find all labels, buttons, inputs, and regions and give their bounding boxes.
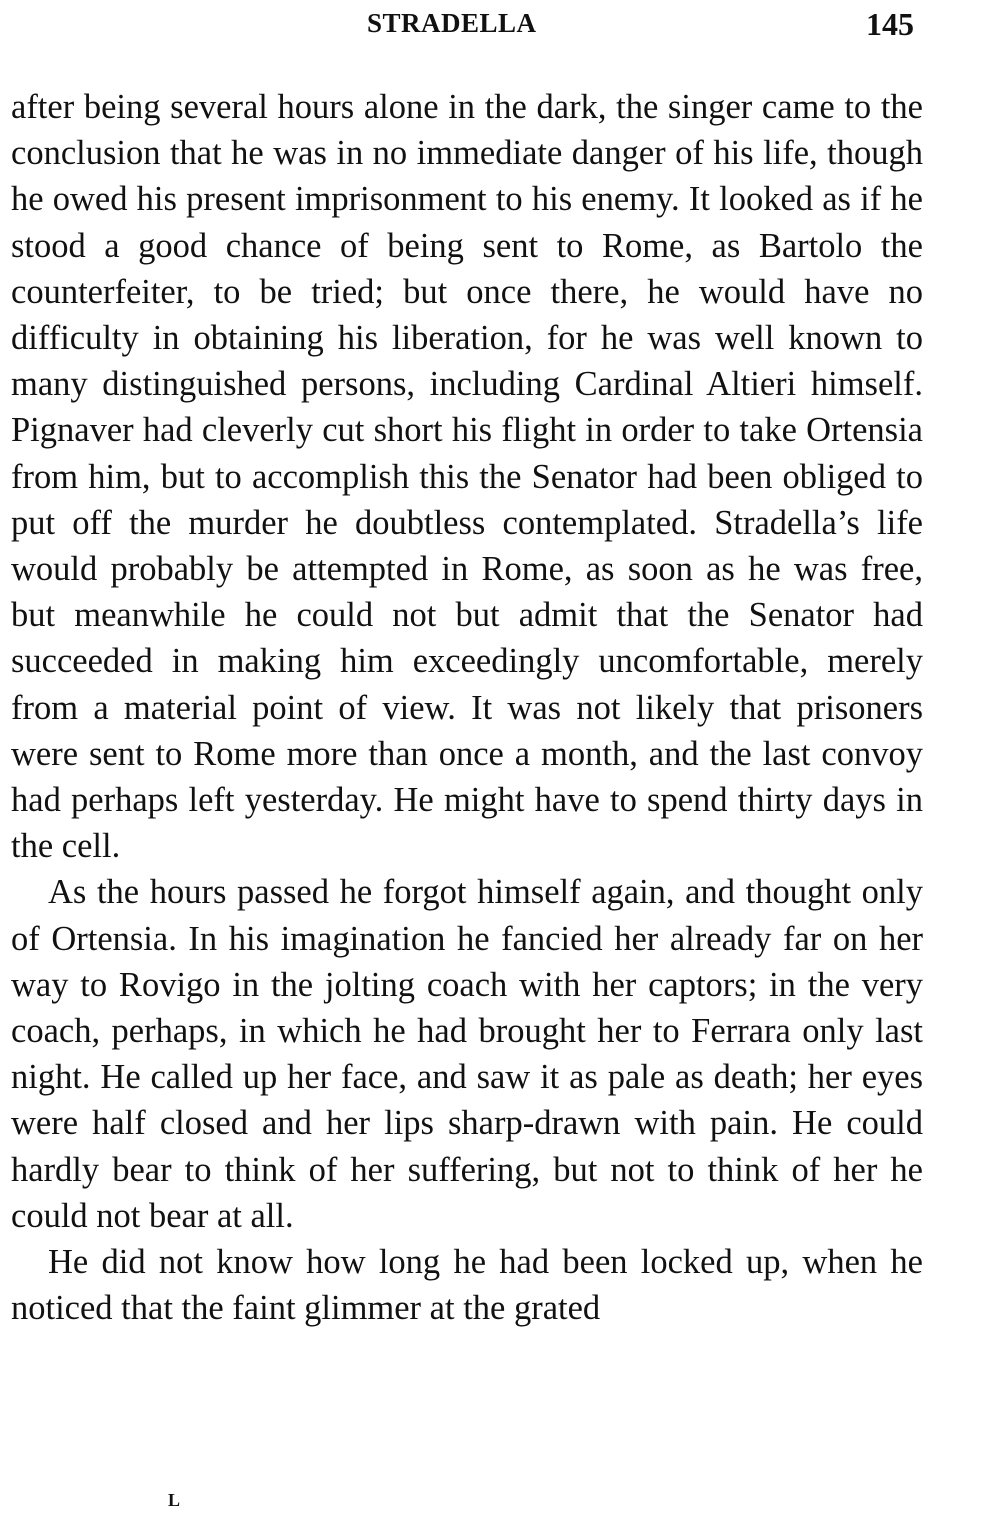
paragraph: He did not know how long he had been locked up, when he noticed that the faint glimmer at the grated <box>11 1243 923 1328</box>
paragraph-continued: after being several hours alone in the dark, the singer came to the conclusion that he was in no immediate danger of his life, though he owed his present imprisonment to his enemy. It looked as if he stood a good chance of being sent to Rome, as Bartolo the counterfeiter, to be tried; but once there, he would have no difficulty in obtaining his liberation, for he was well known to many distinguished persons, including Cardinal Altieri himself. Pignaver had cleverly cut short his flight in order to take Ortensia from him, but to accomplish this the Senator had been obliged to put off the murder he doubtless contemplated. Stradella’s life would probably be attempted in Rome, as soon as he was free, but meanwhile he could not but admit that the Senator had succeeded in making him exceedingly uncomfortable, merely from a material point of view. It was not likely that prisoners were sent to Rome more than once a month, and the last convoy had perhaps left yesterday. He might have to spend thirty days in the cell. <box>11 88 923 866</box>
running-title: STRADELLA <box>367 8 537 38</box>
page-number: 145 <box>866 6 914 42</box>
paragraph: As the hours passed he forgot himself again, and thought only of Ortensia. In his imagination he fancied her already far on her way to Rovigo in the jolting coach with her captors; in the very coach, perhaps, in which he had brought her to Ferrara only last night. He called up her face, and saw it as pale as death; her eyes were half closed and her lips sharp-drawn with pain. He could hardly bear to think of her suffering, but not to think of her he could not bear at all. <box>11 873 923 1235</box>
running-head <box>0 4 1000 44</box>
body-text <box>11 84 923 1331</box>
signature-mark: L <box>168 1490 181 1510</box>
